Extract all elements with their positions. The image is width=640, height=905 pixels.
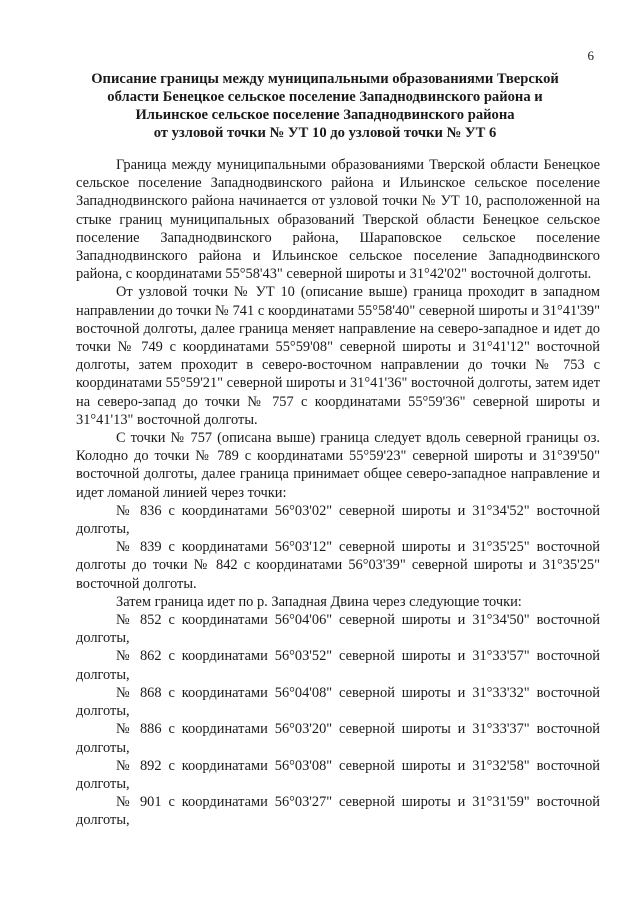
paragraph: № 836 с координатами 56°03'02" северной широты и 31°34'52" восточной долготы, [76, 502, 600, 538]
paragraph: Граница между муниципальными образованиями Тверской области Бенецкое сельское поселение Западнодвинского района и Ильинское сельское поселение Западнодвинского района начинается от узловой точки № УТ 10, расположенной на стыке границ муниципальных образований Тверской области Бенецкое сельское поселение Западнодвинского района, Шараповское сельское поселение Западнодвинского района и Ильинское сельское поселение Западнодвинского района, с координатами 55°58'43" северной широты и 31°42'02" восточной долготы. [76, 157, 600, 283]
paragraph: № 901 с координатами 56°03'27" северной широты и 31°31'59" восточной долготы, [76, 794, 600, 829]
paragraph: № 892 с координатами 56°03'08" северной широты и 31°32'58" восточной долготы, [76, 757, 600, 792]
page-number: 6 [587, 48, 594, 63]
title-line: области Бенецкое сельское поселение Западнодвинского района и [107, 89, 543, 105]
title-line: от узловой точки № УТ 10 до узловой точки № УТ 6 [153, 125, 497, 141]
paragraph: № 839 с координатами 56°03'12" северной широты и 31°35'25" восточной долготы до точки № 842 с координатами 56°03'39" северной широты и 31°35'25" восточной долготы. [76, 539, 600, 592]
paragraph: № 862 с координатами 56°03'52" северной широты и 31°33'57" восточной долготы, [76, 648, 600, 683]
paragraph: Затем граница идет по р. Западная Двина через следующие точки: [116, 593, 522, 610]
paragraph: С точки № 757 (описана выше) граница следует вдоль северной границы оз. Колодно до точки № 789 с координатами 55°59'23" северной широты и 31°39'50" восточной долготы, далее граница принимает общее северо-западное направление и идет ломаной линией через точки: [76, 430, 600, 501]
paragraph: № 852 с координатами 56°04'06" северной широты и 31°34'50" восточной долготы, [76, 612, 600, 647]
document-body [76, 156, 600, 830]
title-line: Описание границы между муниципальными образованиями Тверской [91, 71, 559, 87]
paragraph: № 886 с координатами 56°03'20" северной широты и 31°33'37" восточной долготы, [76, 721, 600, 756]
paragraph: № 868 с координатами 56°04'08" северной широты и 31°33'32" восточной долготы, [76, 684, 600, 720]
title-line: Ильинское сельское поселение Западнодвинского района [135, 107, 515, 123]
paragraph: От узловой точки № УТ 10 (описание выше) граница проходит в западном направлении до точки № 741 с координатами 55°58'40" северной широты и 31°41'39" восточной долготы, далее граница меняет направление на северо-западное и идет до точки № 749 с координатами 55°59'08" северной широты и 31°41'12" восточной долготы, затем проходит в северо-восточном направлении до точки № 753 с координатами 55°59'21" северной широты и 31°41'36" восточной долготы, затем идет на северо-запад до точки № 757 с координатами 55°59'36" северной широты и 31°41'13" восточной долготы. [76, 284, 600, 428]
document-title [70, 70, 580, 142]
